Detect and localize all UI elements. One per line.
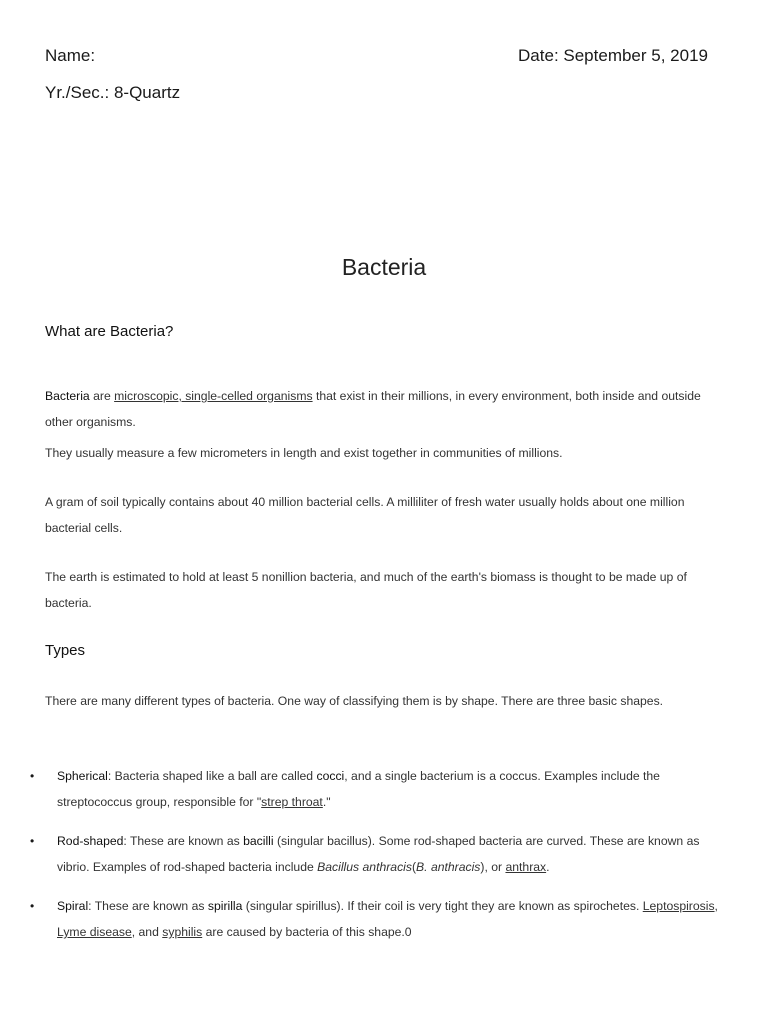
text: (singular bacillus). Some rod-shaped bacteria are curved. These are known as vibrio. Examples of rod-shaped bacteria include <box>57 834 700 874</box>
bullet-marker: • <box>30 769 35 783</box>
page-title: Bacteria <box>341 254 427 280</box>
text: , and a single bacterium is a coccus. Examples include the streptococcus group, responsible for " <box>57 769 660 809</box>
term-rod-shaped: Rod-shaped <box>57 834 124 848</box>
term-spiral: Spiral <box>57 899 89 913</box>
paragraph-types-intro: There are many different types of bacteria. One way of classifying them is by shape. There are three basic shapes. <box>45 694 664 708</box>
paragraph-earth-biomass: The earth is estimated to hold at least 5 nonillion bacteria, and much of the earth's biomass is thought to be made up of bacteria. <box>45 570 687 610</box>
paragraph-soil-water: A gram of soil typically contains about 40 million bacterial cells. A milliliter of fresh water usually holds about one million bacterial cells. <box>45 495 685 535</box>
term-cocci: cocci <box>316 769 345 783</box>
link-syphilis[interactable]: syphilis <box>162 925 203 939</box>
text: are caused by bacteria of this shape.0 <box>202 925 412 939</box>
term-spherical: Spherical <box>57 769 108 783</box>
text: (singular spirillus). If their coil is very tight they are known as spirochetes. <box>242 899 643 913</box>
text: : Bacteria shaped like a ball are called <box>107 769 317 783</box>
term-spirilla: spirilla <box>207 899 243 913</box>
term-bacteria: Bacteria <box>45 389 90 403</box>
text: ), or <box>480 860 506 874</box>
link-anthrax[interactable]: anthrax <box>505 860 547 874</box>
paragraph-definition <box>45 383 717 435</box>
link-leptospirosis[interactable]: Leptospirosis <box>642 899 715 913</box>
list-item-spherical <box>57 763 723 815</box>
species-name: Bacillus anthracis <box>317 860 412 874</box>
list-item-rod-shaped <box>57 828 723 880</box>
name-label: Name: <box>45 46 96 65</box>
text: that exist in their millions, in every environment, both inside and outside other organisms. <box>45 389 701 429</box>
text: ." <box>322 795 331 809</box>
text: . <box>546 860 550 874</box>
term-bacilli: bacilli <box>243 834 274 848</box>
section-label: Yr./Sec.: 8-Quartz <box>45 83 181 102</box>
heading-what-are-bacteria: What are Bacteria? <box>45 323 174 340</box>
link-microscopic-organisms[interactable]: microscopic, single-celled organisms <box>114 389 313 403</box>
heading-types: Types <box>45 642 86 659</box>
text: , <box>714 899 718 913</box>
text: : These are known as <box>88 899 208 913</box>
list-item-spiral <box>57 893 723 945</box>
link-lyme-disease[interactable]: Lyme disease <box>57 925 132 939</box>
text: are <box>89 389 115 403</box>
name-date-row <box>45 46 708 66</box>
text: ( <box>411 860 417 874</box>
paragraph-size: They usually measure a few micrometers in length and exist together in communities of millions. <box>45 446 563 460</box>
date-label: Date: September 5, 2019 <box>518 46 708 65</box>
link-strep-throat[interactable]: strep throat <box>261 795 323 809</box>
text: , and <box>131 925 163 939</box>
text: : These are known as <box>123 834 244 848</box>
bullet-marker: • <box>30 834 35 848</box>
bullet-marker: • <box>30 899 35 913</box>
species-abbrev: B. anthracis <box>416 860 481 874</box>
